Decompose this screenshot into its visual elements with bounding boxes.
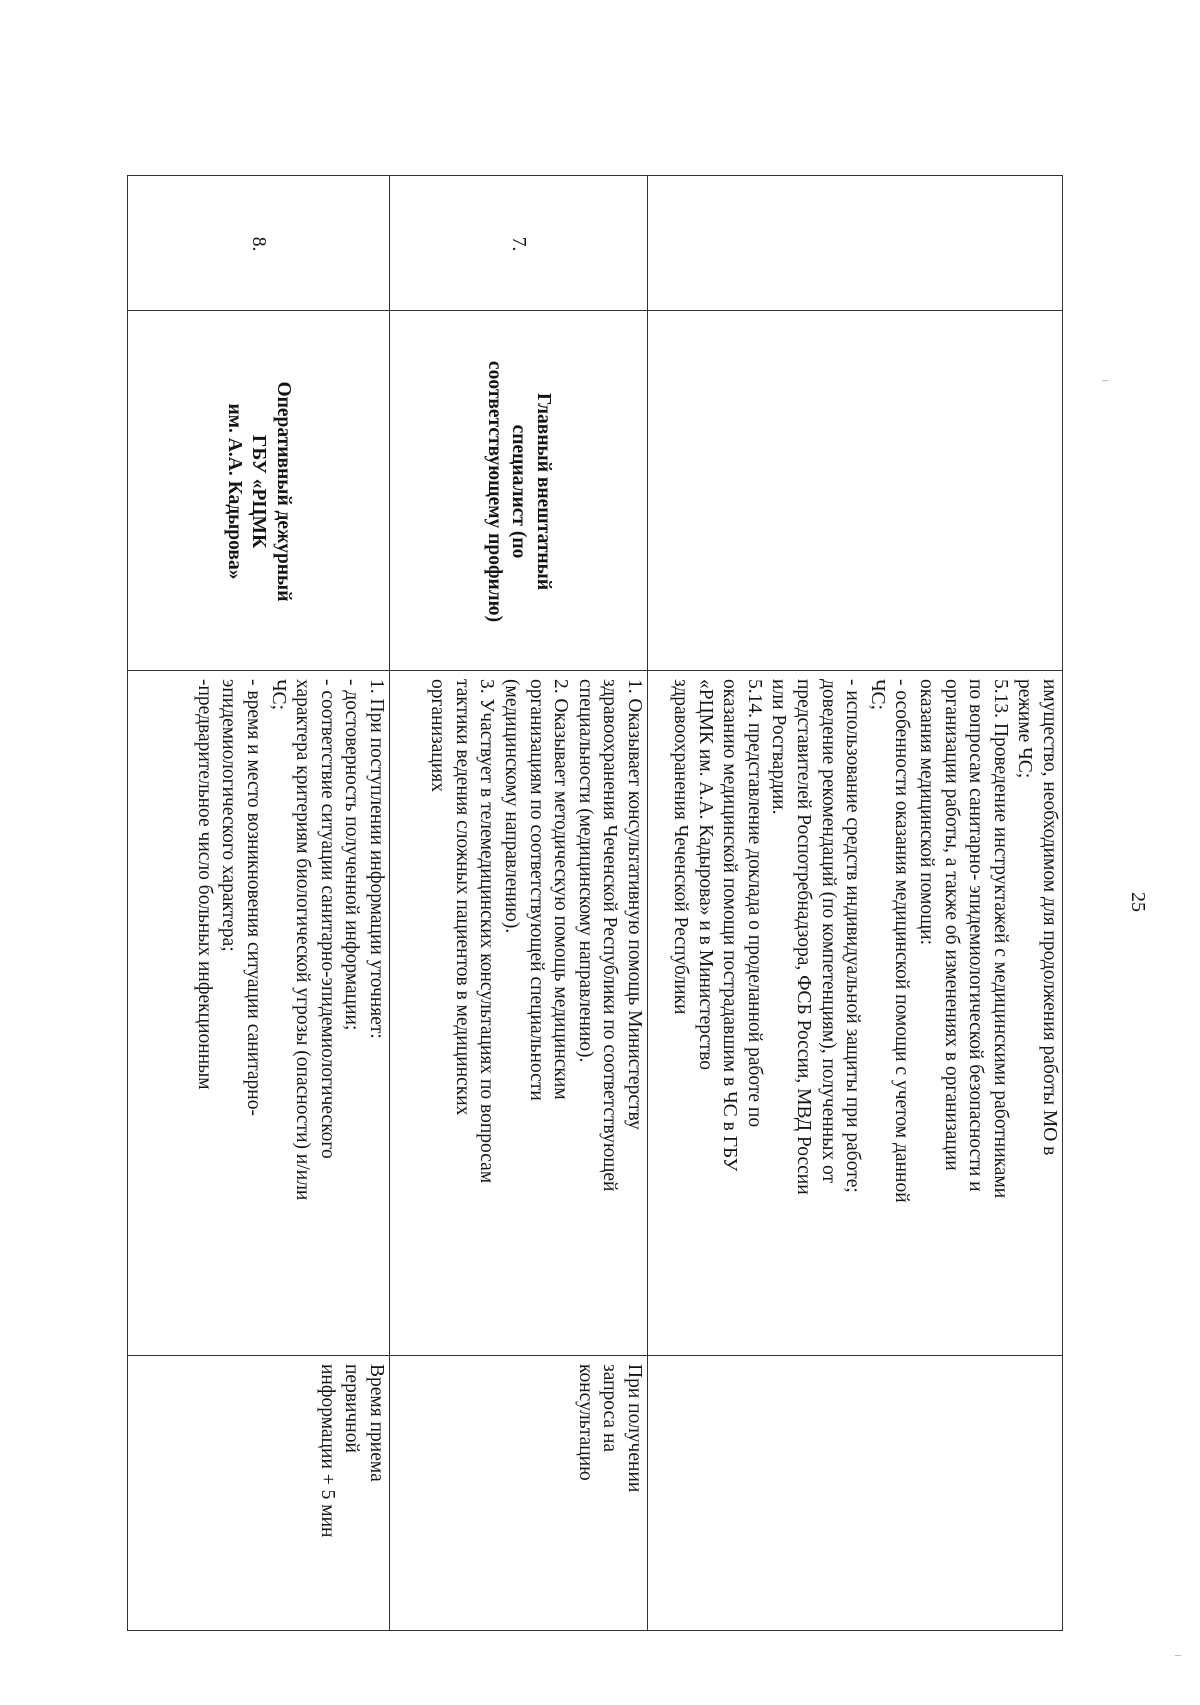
responsible-line: ГБУ «РЦМК — [248, 434, 270, 549]
action-line: или Росгвардии. — [768, 679, 790, 815]
action-line: по вопросам санитарно- эпидемиологической безопасности и — [965, 679, 987, 1192]
action-line: 1. Оказывает консультативную помощь Министерству — [624, 679, 645, 1130]
deadline-cell — [390, 1356, 648, 1631]
action-line: оказания медицинской помощи: — [916, 679, 938, 946]
page-number: 25 — [1127, 892, 1149, 912]
action-line: 5.13. Проведение инструктажей с медицинскими работниками — [989, 679, 1011, 1199]
rotated-table-sheet — [128, 175, 1063, 1630]
table-row — [648, 176, 1063, 1631]
action-plan-table — [127, 175, 1063, 1631]
action-line: здравоохранения Чеченской Республики по соответствующей — [599, 679, 621, 1192]
deadline-line: первичной — [341, 1364, 363, 1453]
action-line: эпидемиологического характера; — [218, 679, 240, 952]
action-line: доведение рекомендаций (по компетенциям), полученных от — [817, 679, 839, 1183]
deadline-line: Время приема — [366, 1364, 387, 1482]
responsible-cell — [128, 311, 390, 671]
responsible-line: специалист (по — [508, 424, 530, 559]
action-line: 2. Оказывает методическую помощь медицинским — [550, 679, 572, 1100]
responsible-line: соответствующему профилю) — [483, 360, 505, 623]
action-line: 3. Участвует в телемедицинских консультациях по вопросам — [476, 679, 498, 1184]
action-line: - использование средств индивидуальной защиты при работе; — [842, 679, 864, 1193]
action-line: - особенности оказания медицинской помощи с учетом данной — [891, 679, 913, 1203]
action-line: - достоверность полученной информации; — [341, 679, 363, 1031]
deadline-line: При получении — [624, 1364, 645, 1493]
action-line: здравоохранения Чеченской Республики — [670, 679, 692, 1015]
action-line: представителей Роспотребнадзора, ФСБ России, МВД России — [793, 679, 815, 1195]
action-line: -предварительное число больных инфекционным — [193, 679, 215, 1090]
action-line: организациям по соответствующей специальности — [525, 679, 547, 1101]
actions-cell — [648, 671, 1063, 1356]
responsible-line: Главный внештатный — [532, 392, 554, 591]
action-line: характера критериям биологической угрозы (опасности) и/или — [292, 679, 314, 1201]
row-number-cell: 8. — [128, 176, 390, 311]
table-row — [390, 176, 648, 1631]
responsible-line: им. А.А. Кадырова» — [223, 403, 245, 580]
actions-cell — [128, 671, 390, 1356]
action-line: тактики ведения сложных пациентов в медицинских — [451, 679, 473, 1116]
action-line: 1. При поступлении информации уточняет: — [366, 679, 387, 1039]
deadline-line: информации + 5 мин — [316, 1364, 338, 1538]
action-line: «РЦМК им. А.А. Кадырова» и в Министерство — [694, 679, 716, 1070]
action-line: - время и место возникновения ситуации санитарно- — [243, 679, 265, 1116]
row-number-cell — [648, 176, 1063, 311]
responsible-cell — [648, 311, 1063, 671]
action-line: имущество, необходимом для продолжения работы МО в — [1039, 679, 1060, 1156]
scan-speck — [1102, 380, 1108, 381]
deadline-cell — [128, 1356, 390, 1631]
action-line: 5.14. представление доклада о проделанной работе по — [743, 679, 765, 1128]
deadline-cell — [648, 1356, 1063, 1631]
table-row — [128, 176, 390, 1631]
action-line: специальности (медицинскому направлению). — [574, 679, 596, 1063]
responsible-line: Оперативный дежурный — [272, 381, 294, 602]
action-line: (медицинскому направлению). — [501, 679, 523, 934]
action-line: оказанию медицинской помощи пострадавшим в ЧС в ГБУ — [719, 679, 741, 1172]
action-line: организации работы, а также об изменениях в организации — [940, 679, 962, 1171]
action-line: ЧС; — [866, 679, 888, 711]
actions-cell — [390, 671, 648, 1356]
action-line: ЧС; — [267, 679, 289, 711]
action-line: организациях — [427, 679, 449, 792]
row-number-cell: 7. — [390, 176, 648, 311]
responsible-cell — [390, 311, 648, 671]
action-line: - соответствие ситуации санитарно-эпидемиологического — [316, 679, 338, 1159]
deadline-line: консультацию — [574, 1364, 596, 1481]
scan-speck — [1175, 1655, 1181, 1656]
action-line: режиме ЧС; — [1014, 679, 1036, 779]
deadline-line: запроса на — [599, 1364, 621, 1453]
